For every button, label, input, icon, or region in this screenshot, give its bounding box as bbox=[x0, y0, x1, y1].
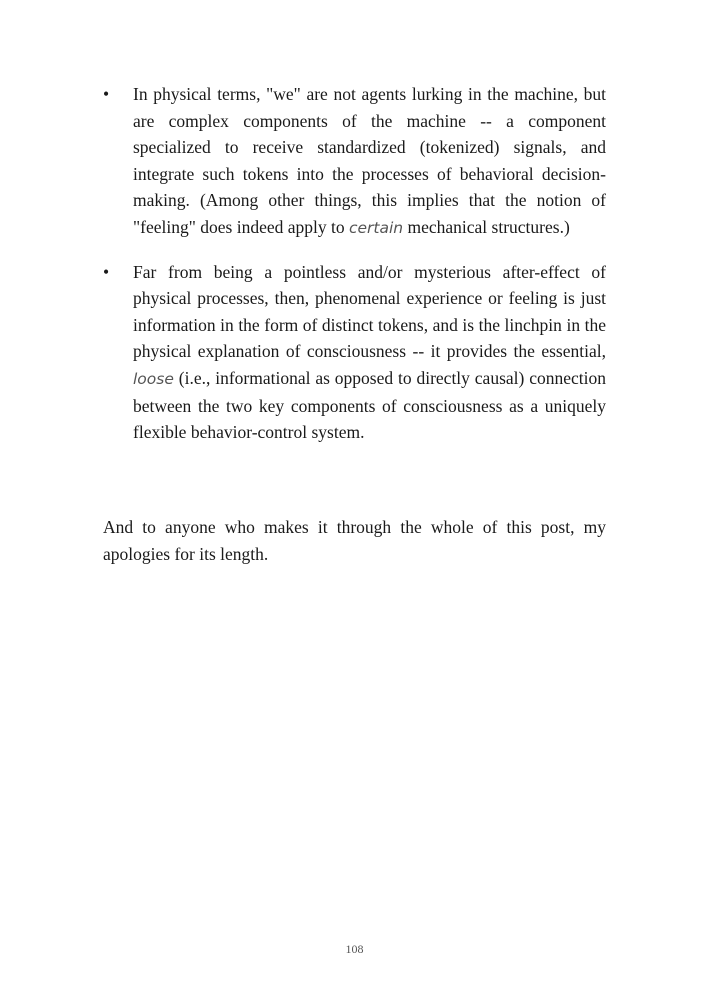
emphasis-text: loose bbox=[133, 369, 174, 388]
bullet-icon: • bbox=[103, 261, 110, 282]
closing-paragraph: And to anyone who makes it through the whole of this post, my apologies for its length. bbox=[103, 517, 606, 564]
bullet-text-part: mechanical structures.) bbox=[403, 216, 570, 237]
bullet-text-part: Far from being a pointless and/or mysterious after-effect of physical processes, then, phenomenal experience or feeling is just information in the form of distinct tokens, and is the linchpin in the physical explanation of consciousness -- it provides the essential, bbox=[133, 261, 606, 362]
emphasis-text: certain bbox=[348, 218, 404, 237]
bullet-item-phenomenal-experience bbox=[103, 259, 606, 446]
page-number: 108 bbox=[345, 942, 364, 956]
bullet-item-physical-terms bbox=[103, 81, 606, 242]
bullet-icon: • bbox=[103, 84, 110, 104]
bullet-text bbox=[133, 81, 606, 242]
bullet-text-part: In physical terms, "we" are not agents lurking in the machine, but are complex components of the machine -- a component specialized to receive standardized (tokenized) signals, and integrate such tokens into the processes of behavioral decision-making. (Among other things, this implies that the notion of "feeling" does indeed apply to bbox=[133, 84, 606, 237]
bullet-list bbox=[103, 81, 606, 463]
bullet-text bbox=[133, 259, 606, 446]
bullet-text-part: (i.e., informational as opposed to directly causal) connection between the two key components of consciousness as a uniquely flexible behavior-control system. bbox=[133, 367, 606, 443]
